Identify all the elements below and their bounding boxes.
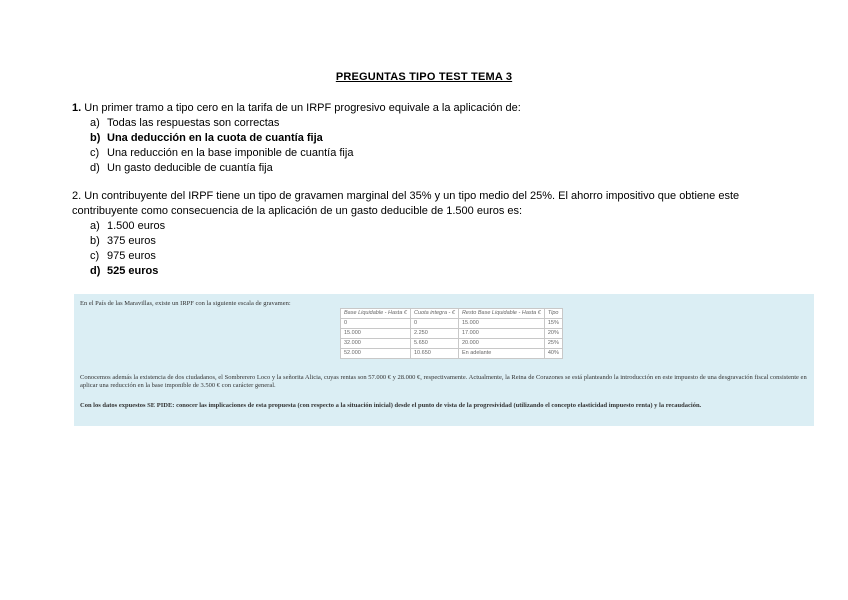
question-number: 1. — [72, 102, 82, 114]
table-cell: 10.650 — [410, 349, 458, 359]
option-text: 525 euros — [107, 265, 159, 277]
table-cell: 17.000 — [458, 329, 544, 339]
option-c — [72, 146, 792, 161]
option-letter: c) — [90, 250, 100, 262]
table-row — [341, 319, 563, 329]
table-header-cell: Resto Base Liquidable - Hasta € — [458, 309, 544, 319]
option-b — [72, 234, 792, 249]
option-text: Un gasto deducible de cuantía fija — [107, 162, 273, 174]
table-row — [341, 349, 563, 359]
table-cell: 15.000 — [458, 319, 544, 329]
question-1 — [72, 101, 792, 176]
question-1-stem — [72, 101, 792, 116]
options-list — [72, 219, 792, 279]
option-a — [72, 116, 792, 131]
option-text: Todas las respuestas son correctas — [107, 117, 280, 129]
table-cell: 20% — [544, 329, 562, 339]
option-text: 975 euros — [107, 250, 156, 262]
table-row — [341, 339, 563, 349]
option-text: 375 euros — [107, 235, 156, 247]
question-number: 2. — [72, 190, 82, 202]
table-cell: 25% — [544, 339, 562, 349]
problem-intro: En el País de las Maravillas, existe un IRPF con la siguiente escala de gravamen: — [80, 300, 291, 307]
table-header-cell: Cuota integra - € — [410, 309, 458, 319]
option-b — [72, 131, 792, 146]
option-letter: d) — [90, 265, 101, 277]
option-a — [72, 219, 792, 234]
table-header-cell: Base Liquidable - Hasta € — [341, 309, 411, 319]
option-letter: a) — [90, 117, 100, 129]
problem-paragraph: Conocemos además la existencia de dos ciudadanos, el Sombrerero Loco y la señorita Alicia, cuyas rentas son 57.000 € y 28.000 €, respectivamente. Actualmente, la Reina de Corazones se está planteando la introducción en este impuesto de una desgravación fiscal consistente en aplicar una reducción en la base imponible de 3.500 € con carácter general. — [80, 374, 807, 389]
option-d — [72, 264, 792, 279]
table-cell: En adelante — [458, 349, 544, 359]
page-title: PREGUNTAS TIPO TEST TEMA 3 — [335, 71, 513, 83]
table-cell: 52.000 — [341, 349, 411, 359]
table-cell: 15% — [544, 319, 562, 329]
tax-scale-table — [340, 308, 563, 359]
option-letter: a) — [90, 220, 100, 232]
question-2 — [72, 189, 792, 279]
table-header-row — [341, 309, 563, 319]
option-letter: b) — [90, 235, 100, 247]
table-cell: 0 — [341, 319, 411, 329]
table-cell: 15.000 — [341, 329, 411, 339]
table-cell: 2.250 — [410, 329, 458, 339]
question-text: Un primer tramo a tipo cero en la tarifa de un IRPF progresivo equivale a la aplicación de: — [81, 102, 521, 114]
option-text: Una reducción en la base imponible de cuantía fija — [107, 147, 354, 159]
question-text: Un contribuyente del IRPF tiene un tipo de gravamen marginal del 35% y un tipo medio del 25%. El ahorro impositivo que obtiene este contribuyente como consecuencia de la aplicación de un gasto deducible de 1.500 euros es: — [72, 190, 740, 217]
table-row — [341, 329, 563, 339]
table-cell: 0 — [410, 319, 458, 329]
option-letter: c) — [90, 147, 100, 159]
option-c — [72, 249, 792, 264]
table-cell: 20.000 — [458, 339, 544, 349]
option-text: 1.500 euros — [107, 220, 166, 232]
options-list — [72, 116, 792, 176]
problem-question: Con los datos expuestos SE PIDE: conocer las implicaciones de esta propuesta (con respecto a la situación inicial) desde el punto de vista de la progresividad (utilizando el concepto elasticidad impuesto renta) y la recaudación. — [80, 402, 702, 409]
question-2-stem — [72, 189, 792, 219]
option-d — [72, 161, 792, 176]
option-letter: d) — [90, 162, 100, 174]
option-text: Una deducción en la cuota de cuantía fija — [107, 132, 323, 144]
option-letter: b) — [90, 132, 101, 144]
table-cell: 40% — [544, 349, 562, 359]
table-cell: 32.000 — [341, 339, 411, 349]
table-cell: 5.650 — [410, 339, 458, 349]
table-header-cell: Tipo — [544, 309, 562, 319]
problem-image — [74, 294, 814, 426]
